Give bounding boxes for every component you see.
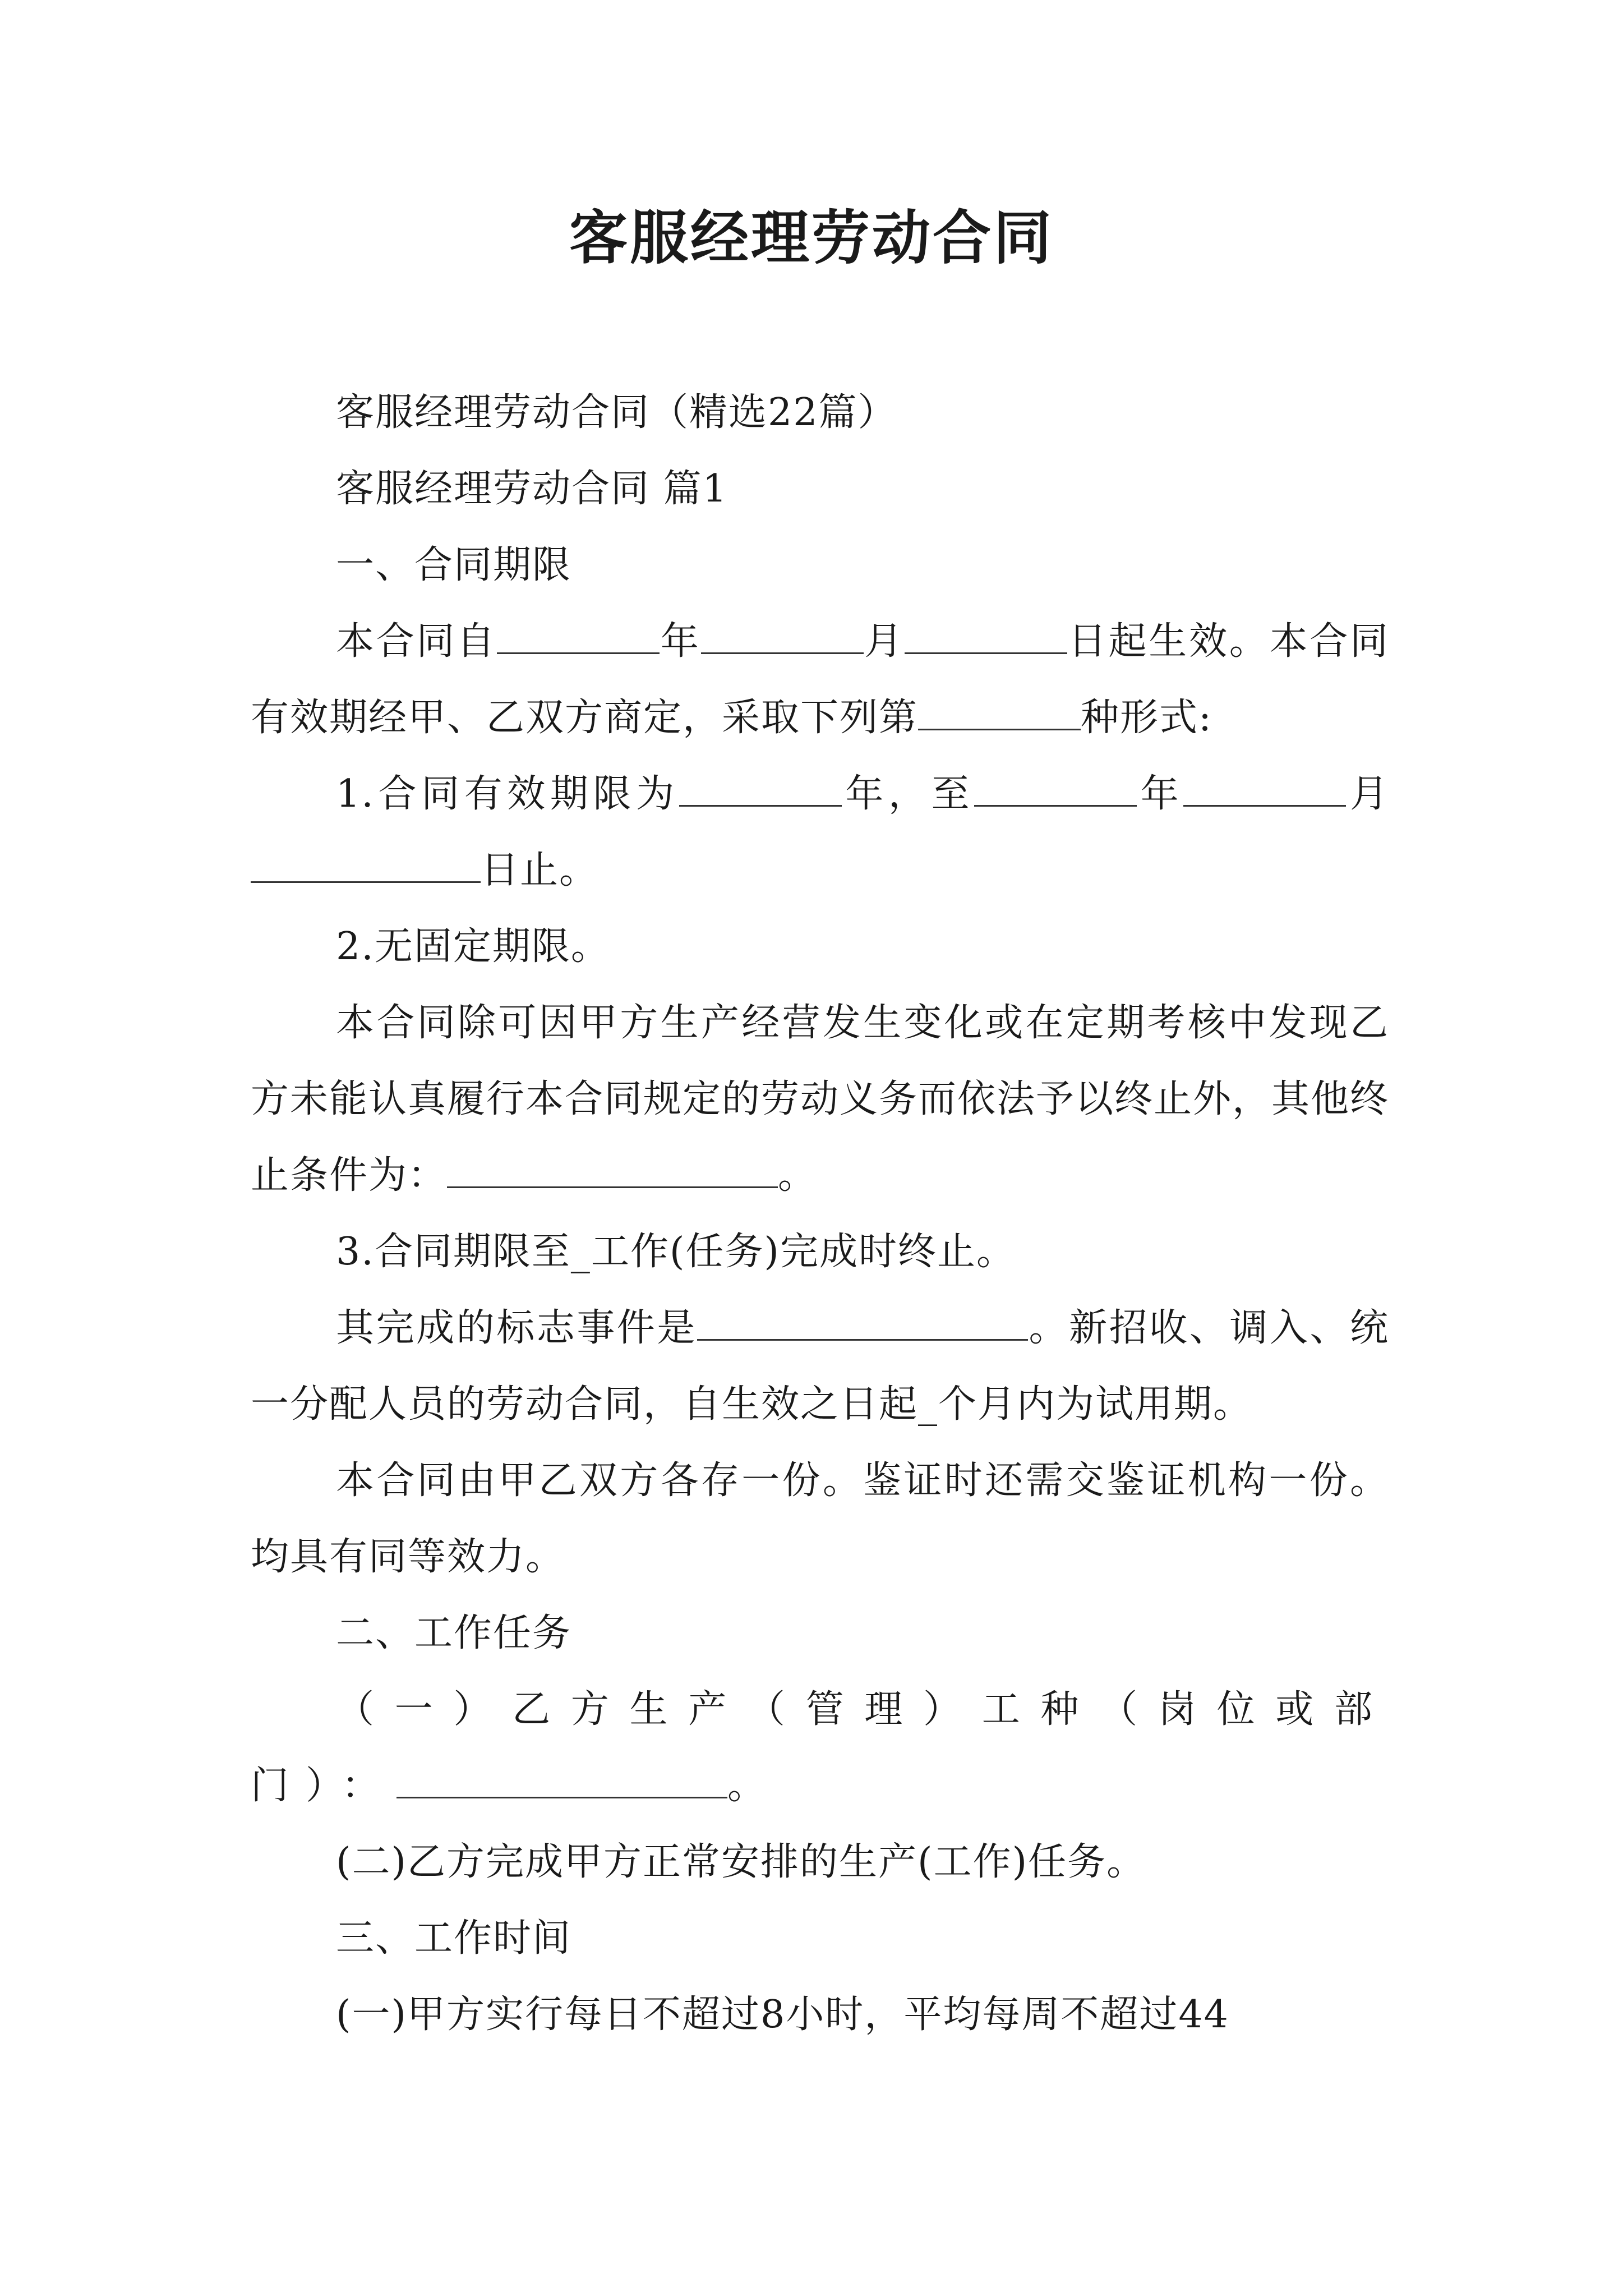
blank-line [918, 696, 1081, 730]
document-title: 客服经理劳动合同 [569, 203, 1054, 272]
text-segment: 其完成的标志事件是 [336, 1306, 697, 1350]
blank-line [697, 1306, 1028, 1341]
heading-work-tasks: 二、工作任务 [336, 1611, 572, 1655]
text-segment: 。 [778, 1153, 818, 1198]
section-heading: 客服经理劳动合同 篇1 [336, 467, 728, 511]
paragraph-open-term: 2.无固定期限。 [336, 924, 610, 969]
paragraph-hours-limit: (一)甲方实行每日不超过8小时，平均每周不超过44 [336, 1993, 1229, 2037]
paragraph-effective-date [251, 604, 1389, 756]
text-segment: 年 [1137, 772, 1184, 816]
blank-line [679, 772, 842, 807]
heading-work-hours: 三、工作时间 [336, 1916, 572, 1961]
paragraph-work-duty: (二)乙方完成甲方正常安排的生产(工作)任务。 [336, 1840, 1146, 1884]
paragraph-task-term: 3.合同期限至_工作(任务)完成时终止。 [336, 1230, 1016, 1274]
text-segment: 年，至 [841, 772, 975, 816]
heading-contract-term: 一、合同期限 [336, 543, 572, 587]
text-segment: 。新招收、调入、统一分配人员的劳动合同，自生效之日起_个月内为试用期。 [251, 1306, 1389, 1427]
paragraph-job-type [251, 1672, 1389, 1824]
blank-line [497, 620, 660, 654]
paragraph-fixed-term [251, 756, 1389, 909]
text-segment: 日止。 [481, 848, 599, 892]
text-segment: 种形式: [1081, 696, 1212, 740]
blank-line [905, 620, 1067, 654]
paragraph-completion [251, 1290, 1389, 1443]
blank-line [974, 772, 1137, 807]
text-segment: 本合同除可因甲方生产经营发生变化或在定期考核中发现乙方未能认真履行本合同规定的劳动义务而依法予以终止外，其他终止条件为： [251, 1001, 1390, 1198]
blank-line [396, 1764, 727, 1798]
blank-line [1183, 772, 1346, 807]
text-segment: 。 [727, 1764, 783, 1808]
blank-line [701, 620, 864, 654]
text-segment: （一）乙方生产（管理）工种（岗位或部门）： [251, 1687, 1389, 1808]
text-segment: 月 [863, 619, 905, 664]
text-segment: 本合同自 [336, 619, 497, 664]
blank-line [447, 1154, 778, 1188]
blank-line [251, 849, 481, 883]
document-body [251, 375, 1389, 2053]
document-subtitle: 客服经理劳动合同（精选22篇） [336, 390, 897, 435]
paragraph-termination [251, 985, 1389, 1214]
text-segment: 日起生效。本合同有效期经甲、乙双方商定，采取下列第 [251, 619, 1389, 740]
paragraph-copies: 本合同由甲乙双方各存一份。鉴证时还需交鉴证机构一份。均具有同等效力。 [251, 1458, 1389, 1579]
text-segment: 年 [660, 619, 701, 664]
text-segment: 月 [1346, 772, 1389, 816]
text-segment: 1.合同有效期限为 [336, 772, 679, 816]
